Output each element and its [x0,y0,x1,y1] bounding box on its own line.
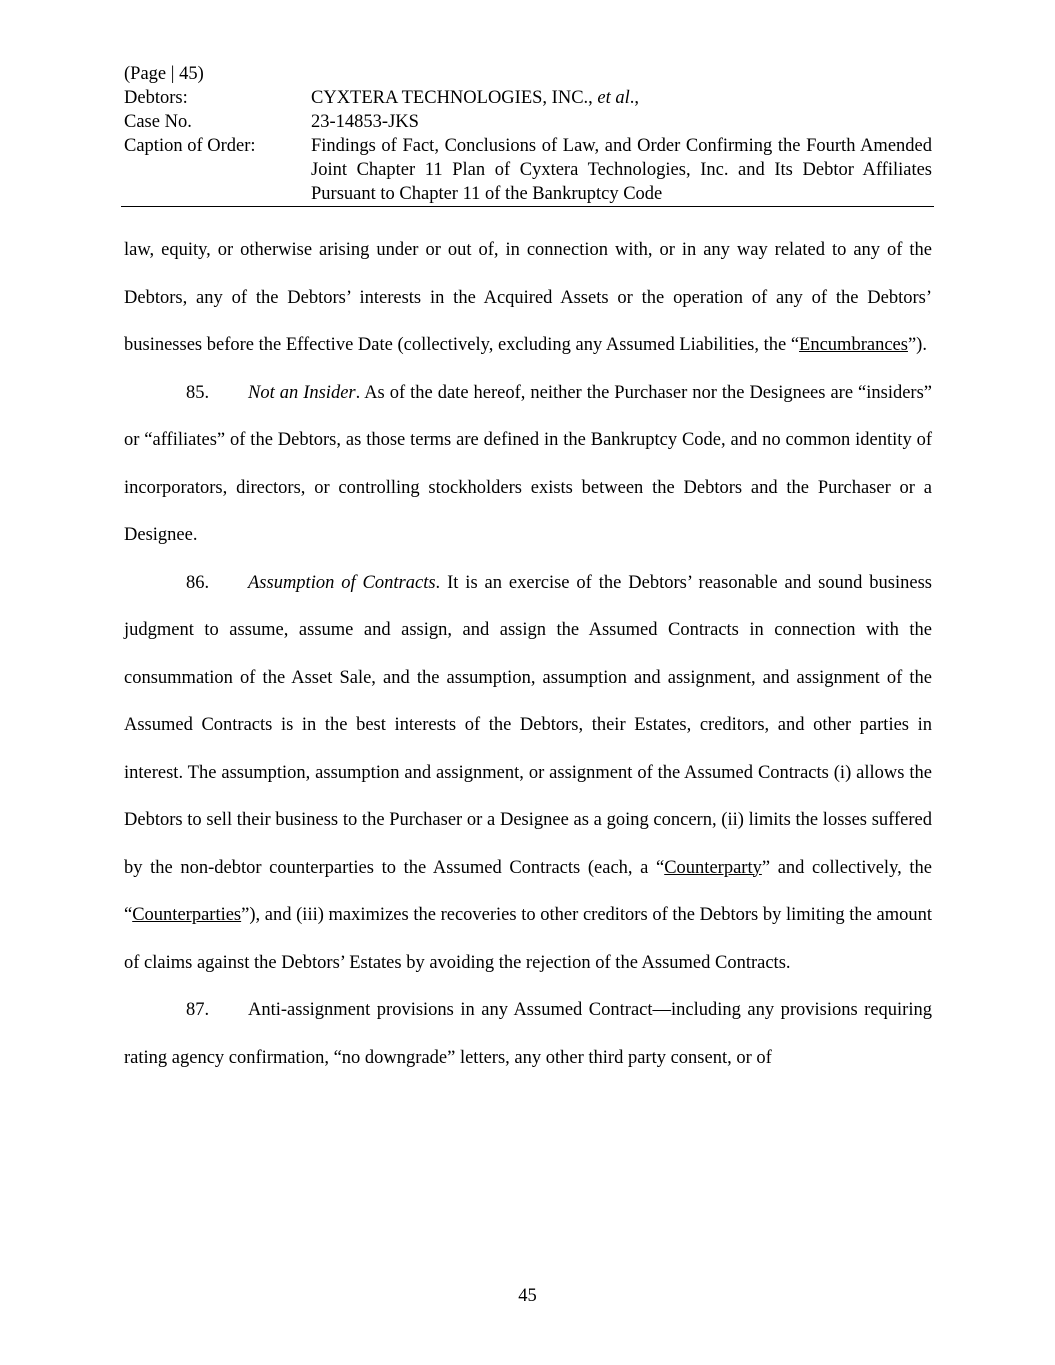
paragraph-87-number: 87. [186,1000,210,1020]
paragraph-continuation-text: law, equity, or otherwise arising under or out of, in connection with, or in any way related to any of the Debtors, any of the Debtors’ interests in the Acquired Assets or the operation of any of the Debtors’ businesses before the Effective Date (collectively, excluding any Assumed Liabilities, the “ [124,240,932,355]
case-value: 23-14853-JKS [311,112,419,132]
debtors-value-tail: ., [629,88,640,108]
paragraph-87-text: Anti-assignment provisions in any Assumed Contract—including any provisions requiring rating agency confirmation, “no downgrade” letters, any other third party consent, or of [124,1000,932,1068]
header-case-row [124,110,932,134]
paragraph-continuation [124,227,932,370]
paragraph-87 [124,987,932,1082]
paragraph-85 [124,370,932,560]
paragraph-continuation-end: ”). [907,335,927,355]
paragraph-85-number: 85. [186,382,210,403]
debtors-value [311,86,932,110]
paragraph-85-text: . As of the date hereof, neither the Purchaser nor the Designees are “insiders” or “affiliates” of the Debtors, as those terms are defined in the Bankruptcy Code, and no common identity of incorporators, directors, or controlling stockholders exists between the Debtors and the Purchaser or a Designee. [124,382,932,545]
paragraph-86-text-a: . It is an exercise of the Debtors’ reasonable and sound business judgment to assume, assume and assign, and assign the Assumed Contracts in connection with the consummation of the Asset Sale, and the assumption, assumption and assignment, and assignment of the Assumed Contracts is in the best interests of the Debtors, their Estates, creditors, and other parties in interest. The assumption, assumption and assignment, or assignment of the Assumed Contracts (i) allows the Debtors to sell their business to the Purchaser or a Designee as a going concern, (ii) limits the losses suffered by the non-debtor counterparties to the Assumed Contracts (each, a “ [124,572,932,878]
debtors-label: Debtors: [124,88,188,108]
header-divider [121,206,934,207]
caption-value: Findings of Fact, Conclusions of Law, and Order Confirming the Fourth Amended Joint Chapter 11 Plan of Cyxtera Technologies, Inc. and Its Debtor Affiliates Pursuant to Chapter 11 of the Bankruptcy Code [311,136,932,204]
paragraph-86-text-b: ” and collectively, the “ [124,857,932,925]
document-body [124,227,932,1082]
header-debtors-row [124,86,932,110]
debtors-value-main: CYXTERA TECHNOLOGIES, INC., [311,88,593,108]
defined-term-encumbrances: Encumbrances [799,335,908,355]
debtors-et-al: et al [597,88,630,108]
defined-term-counterparty: Counterparty [664,857,762,878]
header-page-ref: (Page | 45) [124,64,204,84]
case-header [124,62,932,206]
defined-term-counterparties: Counterparties [132,905,242,925]
paragraph-85-heading: Not an Insider [248,382,356,403]
header-caption-row [124,134,932,206]
header-page-row [124,62,932,86]
paragraph-86-number: 86. [186,572,210,593]
page-number: 45 [518,1286,537,1306]
paragraph-86-heading: Assumption of Contracts [248,572,436,593]
paragraph-86-text-c: ”), and (iii) maximizes the recoveries to other creditors of the Debtors by limiting the amount of claims against the Debtors’ Estates by avoiding the rejection of the Assumed Contracts. [124,905,932,973]
caption-label: Caption of Order: [124,136,256,156]
paragraph-86 [124,560,932,988]
case-label: Case No. [124,112,192,132]
